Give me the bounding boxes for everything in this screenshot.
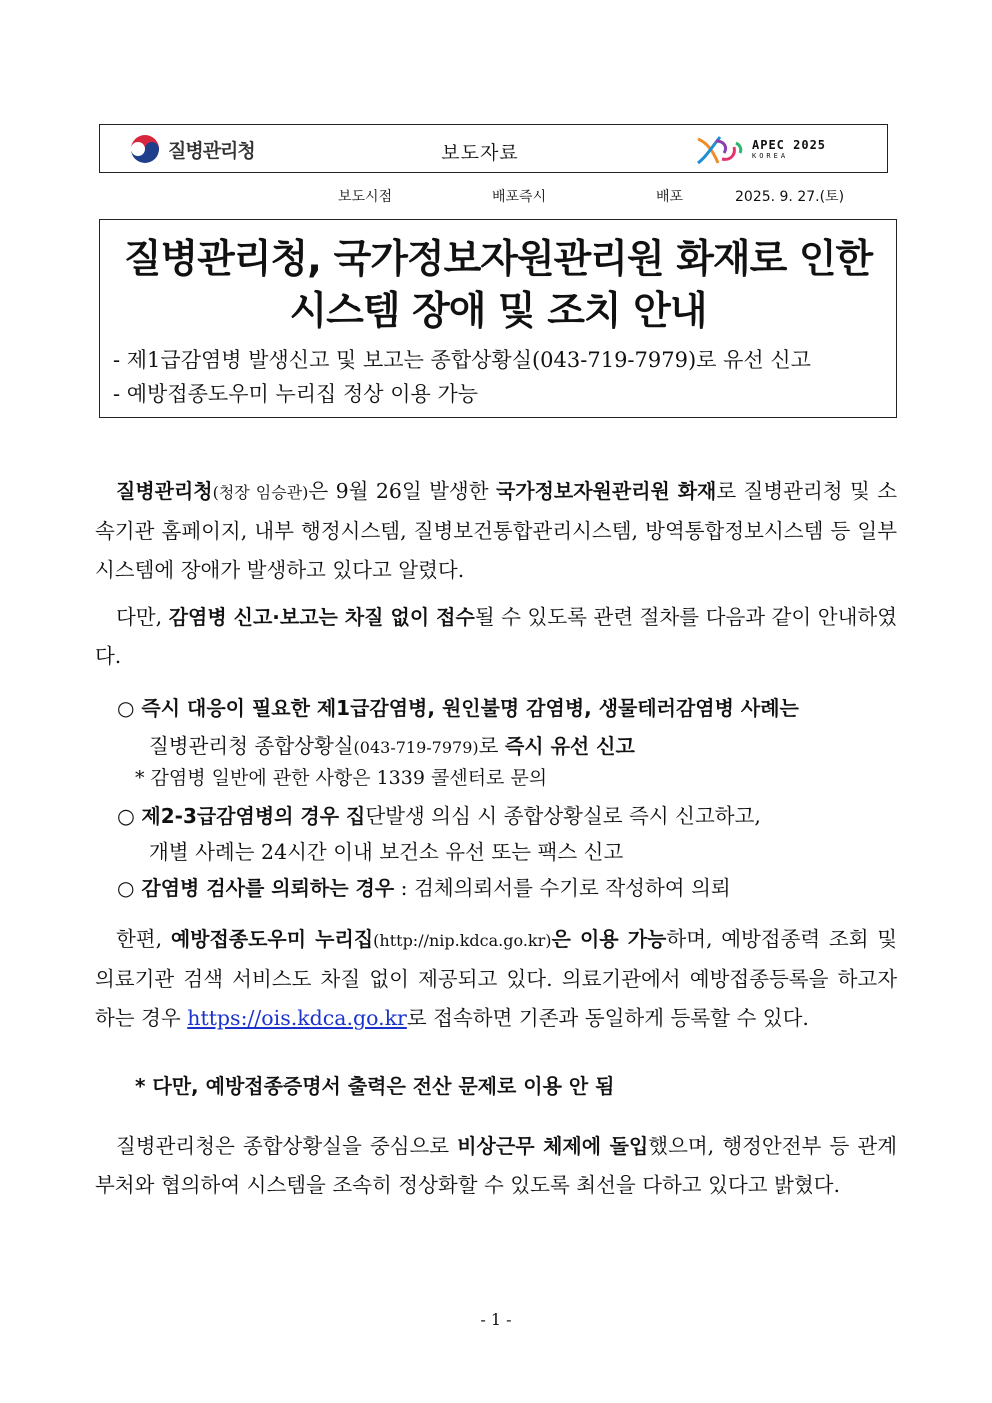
bullet-3 (117, 871, 731, 901)
bullet-2 (117, 799, 897, 829)
nip-available: 은 이용 가능 (551, 927, 667, 951)
agency-logo-text: 질병관리청 (168, 139, 255, 162)
emergency-mode: 비상근무 체제에 돌입 (457, 1134, 649, 1158)
p3-text-3: 로 접속하면 기존과 동일하게 등록할 수 있다. (406, 1006, 809, 1030)
bullet-1-note: * 감염병 일반에 관한 사항은 1339 콜센터로 문의 (135, 767, 548, 789)
headline-line1: 질병관리청, 국가정보자원관리원 화재로 인한 (123, 237, 873, 282)
bullet-1-line2 (149, 729, 635, 759)
paragraph-4 (95, 1127, 897, 1205)
p2-text-2: 될 수 있도록 관련 절차를 다음과 같이 안내하였다. (95, 605, 898, 668)
bullet-3-text: : 검체의뢰서를 수기로 작성하여 의뢰 (394, 876, 731, 900)
bullet-2-mark: ○ (117, 804, 142, 828)
paragraph-1 (95, 472, 897, 590)
apec-line2: KOREA (752, 152, 789, 160)
bullet-1 (117, 692, 799, 721)
apec-text (752, 139, 826, 161)
certificate-note-text: * 다만, 예방접종증명서 출력은 전산 문제로 이용 안 됨 (135, 1074, 615, 1098)
p4-text-1: 질병관리청은 종합상황실을 중심으로 (116, 1134, 458, 1158)
apec-emblem-icon (694, 133, 746, 167)
nip-site-name: 예방접종도우미 누리집 (170, 927, 374, 951)
agency-name: 질병관리청 (116, 479, 213, 503)
kdca-logo (128, 132, 255, 166)
release-date-value: 2025. 9. 27.(토) (735, 189, 845, 205)
taegeuk-emblem-icon (128, 132, 162, 166)
p3-text-2: 하며, 예방접종력 조회 및 의료기관 검색 서비스도 차질 없이 제공되고 있다. 의료기관에서 예방접종등록을 하고자 하는 경우 (95, 927, 897, 1030)
apec-line1: APEC 2025 (752, 138, 827, 152)
subheadline-2: - 예방접종도우미 누리집 정상 이용 가능 (113, 382, 479, 406)
bullet-3-bold: ○ 감염병 검사를 의뢰하는 경우 (117, 876, 395, 900)
page-number: - 1 - (480, 1310, 512, 1329)
bullet-1-text-2: 로 (478, 734, 505, 758)
report-continuity: 감염병 신고·보고는 차질 없이 접수 (168, 605, 475, 629)
nip-url: (http://nip.kdca.go.kr) (373, 931, 552, 950)
p1-text-2: 로 질병관리청 및 소속기관 홈페이지, 내부 행정시스템, 질병보건통합관리시스템, 방역통합정보시스템 등 일부 시스템에 장애가 발생하고 있다고 알렸다. (95, 479, 897, 582)
subheadline-1: - 제1급감염병 발생신고 및 보고는 종합상황실(043-719-7979)로 유선 신고 (113, 348, 811, 372)
paragraph-3 (95, 920, 897, 1038)
fire-incident: 국가정보자원관리원 화재 (495, 479, 717, 503)
bullet-2-bold: 제2-3급감염병의 경우 집 (141, 804, 366, 828)
bullet-1-emphasis: 즉시 유선 신고 (504, 734, 635, 758)
commissioner-note: (청장 임승관) (212, 483, 309, 502)
p3-text-1: 한편, (116, 927, 171, 951)
ois-link[interactable]: https://ois.kdca.go.kr (187, 1006, 407, 1030)
bullet-2-text: 단발생 의심 시 종합상황실로 즉시 신고하고, (365, 804, 761, 828)
bullet-1-text: 질병관리청 종합상황실 (149, 734, 354, 758)
press-release-label: 보도자료 (441, 142, 519, 164)
p1-text-1: 은 9월 26일 발생한 (308, 479, 496, 503)
release-time-label: 보도시점 (338, 189, 393, 205)
certificate-note (135, 1070, 614, 1099)
p2-text-1: 다만, (116, 605, 169, 629)
paragraph-2 (95, 598, 897, 676)
bullet-1-bold: ○ 즉시 대응이 필요한 제1급감염병, 원인불명 감염병, 생물테러감염병 사례는 (117, 696, 799, 720)
headline-line2: 시스템 장애 및 조치 안내 (289, 289, 707, 334)
p4-text-2: 했으며, 행정안전부 등 관계부처와 협의하여 시스템을 조속히 정상화할 수 있도록 최선을 다하고 있다고 밝혔다. (95, 1134, 897, 1197)
apec-2025-logo (694, 132, 826, 168)
release-time-value: 배포즉시 (492, 189, 547, 205)
hotline-number: (043-719-7979) (353, 738, 479, 757)
bullet-2-line2: 개별 사례는 24시간 이내 보건소 유선 또는 팩스 신고 (149, 840, 624, 864)
release-date-label: 배포 (656, 189, 684, 205)
